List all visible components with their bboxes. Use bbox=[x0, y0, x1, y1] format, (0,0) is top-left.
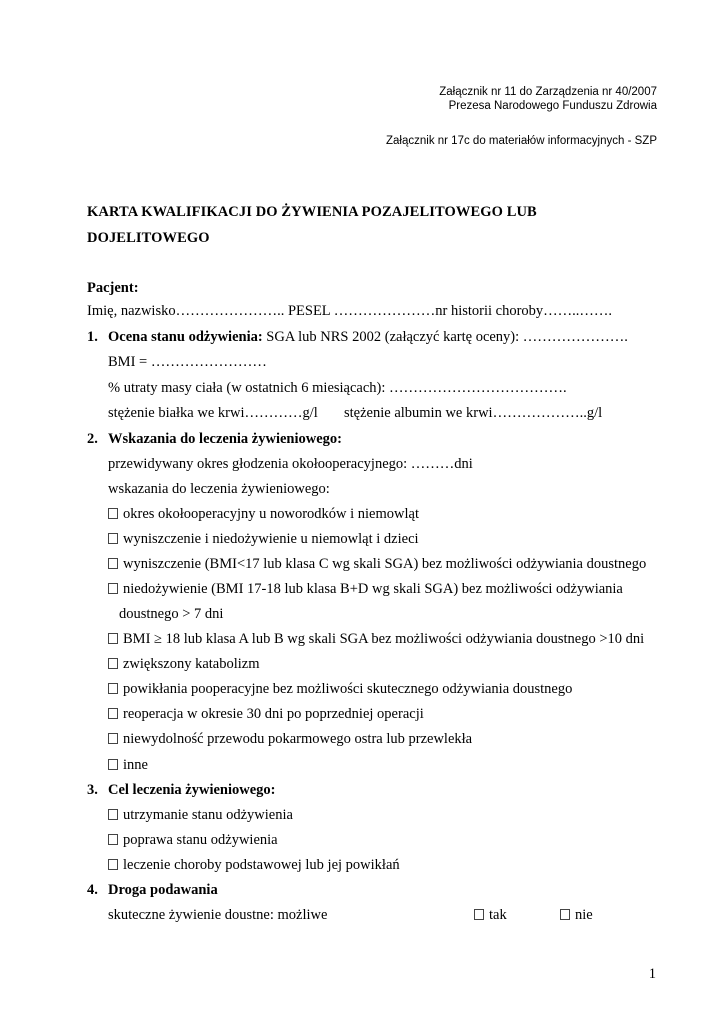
checkbox-icon[interactable] bbox=[108, 558, 118, 569]
indication-option-label: zwiększony katabolizm bbox=[123, 656, 260, 672]
checkbox-icon[interactable] bbox=[108, 759, 118, 770]
section-2-heading: Wskazania do leczenia żywieniowego: bbox=[108, 431, 342, 447]
checkbox-icon[interactable] bbox=[108, 834, 118, 845]
indication-option[interactable] bbox=[108, 631, 644, 648]
indication-option[interactable] bbox=[108, 556, 646, 573]
indication-option-label: wyniszczenie i niedożywienie u niemowląt i dzieci bbox=[123, 531, 419, 547]
checkbox-icon[interactable] bbox=[108, 733, 118, 744]
checkbox-icon[interactable] bbox=[108, 683, 118, 694]
header-annex-line-2: Prezesa Narodowego Funduszu Zdrowia bbox=[448, 100, 657, 112]
oral-feeding-yes-option[interactable] bbox=[474, 907, 507, 924]
oral-feeding-no-label: nie bbox=[575, 907, 593, 923]
indication-option-continuation: doustnego > 7 dni bbox=[119, 606, 224, 622]
checkbox-icon[interactable] bbox=[108, 583, 118, 594]
oral-feeding-no-option[interactable] bbox=[560, 907, 593, 924]
header-annex-line-3: Załącznik nr 17c do materiałów informacyjnych - SZP bbox=[386, 135, 657, 147]
section-1-heading: Ocena stanu odżywienia: bbox=[108, 329, 263, 345]
document-title-line-2: DOJELITOWEGO bbox=[87, 230, 210, 246]
protein-field: stężenie białka we krwi…………g/l bbox=[108, 405, 318, 421]
indication-option-label: reoperacja w okresie 30 dni po poprzedniej operacji bbox=[123, 706, 424, 722]
checkbox-icon[interactable] bbox=[108, 533, 118, 544]
indication-option[interactable] bbox=[108, 706, 424, 723]
goal-option-label: leczenie choroby podstawowej lub jej powikłań bbox=[123, 857, 400, 873]
patient-identity-line: Imię, nazwisko………………….. PESEL …………………nr historii choroby……..……. bbox=[87, 303, 613, 319]
checkbox-icon[interactable] bbox=[108, 658, 118, 669]
goal-option-label: poprawa stanu odżywienia bbox=[123, 832, 278, 848]
indication-option[interactable] bbox=[108, 506, 419, 523]
checkbox-icon[interactable] bbox=[560, 909, 570, 920]
section-1-heading-line bbox=[108, 329, 628, 346]
checkbox-icon[interactable] bbox=[474, 909, 484, 920]
indication-option-label: wyniszczenie (BMI<17 lub klasa C wg skali SGA) bez możliwości odżywiania doustnego bbox=[123, 556, 647, 572]
section-4-number: 4. bbox=[87, 882, 98, 898]
section-3-heading: Cel leczenia żywieniowego: bbox=[108, 782, 276, 798]
indication-option-label: BMI ≥ 18 lub klasa A lub B wg skali SGA bez możliwości odżywiania doustnego >10 dni bbox=[123, 631, 645, 647]
indication-option-label: okres okołooperacyjny u noworodków i niemowląt bbox=[123, 506, 419, 522]
goal-option-label: utrzymanie stanu odżywienia bbox=[123, 807, 293, 823]
page-number: 1 bbox=[648, 966, 656, 982]
goal-option[interactable] bbox=[108, 807, 293, 824]
indication-option[interactable] bbox=[108, 731, 472, 748]
fasting-period-field: przewidywany okres głodzenia okołooperacyjnego: ………dni bbox=[108, 456, 473, 472]
patient-label: Pacjent: bbox=[87, 280, 139, 296]
checkbox-icon[interactable] bbox=[108, 809, 118, 820]
indication-option-label: inne bbox=[123, 757, 148, 773]
indication-option[interactable] bbox=[108, 531, 419, 548]
indications-label: wskazania do leczenia żywieniowego: bbox=[108, 481, 330, 497]
checkbox-icon[interactable] bbox=[108, 708, 118, 719]
checkbox-icon[interactable] bbox=[108, 633, 118, 644]
section-4-heading: Droga podawania bbox=[108, 882, 218, 898]
indication-option-label: niedożywienie (BMI 17-18 lub klasa B+D wg skali SGA) bez możliwości odżywiania bbox=[123, 581, 623, 597]
oral-feeding-yes-label: tak bbox=[489, 907, 507, 923]
document-title-line-1: KARTA KWALIFIKACJI DO ŻYWIENIA POZAJELITOWEGO LUB bbox=[87, 204, 537, 220]
checkbox-icon[interactable] bbox=[108, 508, 118, 519]
section-3-number: 3. bbox=[87, 782, 98, 798]
bmi-field: BMI = …………………… bbox=[108, 354, 267, 370]
indication-option[interactable] bbox=[108, 656, 260, 673]
indication-option[interactable] bbox=[108, 581, 623, 598]
oral-feeding-label: skuteczne żywienie doustne: możliwe bbox=[108, 907, 328, 923]
section-1-sga-field: SGA lub NRS 2002 (załączyć kartę oceny): …………………. bbox=[262, 329, 628, 345]
section-2-number: 2. bbox=[87, 431, 98, 447]
section-1-number: 1. bbox=[87, 329, 98, 345]
checkbox-icon[interactable] bbox=[108, 859, 118, 870]
indication-option[interactable] bbox=[108, 681, 572, 698]
albumin-field: stężenie albumin we krwi………………..g/l bbox=[344, 405, 603, 421]
indication-option[interactable] bbox=[108, 757, 148, 774]
weight-loss-field: % utraty masy ciała (w ostatnich 6 miesiącach): ………………………………. bbox=[108, 380, 567, 396]
goal-option[interactable] bbox=[108, 857, 400, 874]
header-annex-line-1: Załącznik nr 11 do Zarządzenia nr 40/2007 bbox=[439, 86, 657, 98]
indication-option-label: powikłania pooperacyjne bez możliwości skutecznego odżywiania doustnego bbox=[123, 681, 573, 697]
goal-option[interactable] bbox=[108, 832, 278, 849]
indication-option-label: niewydolność przewodu pokarmowego ostra lub przewlekła bbox=[123, 731, 473, 747]
